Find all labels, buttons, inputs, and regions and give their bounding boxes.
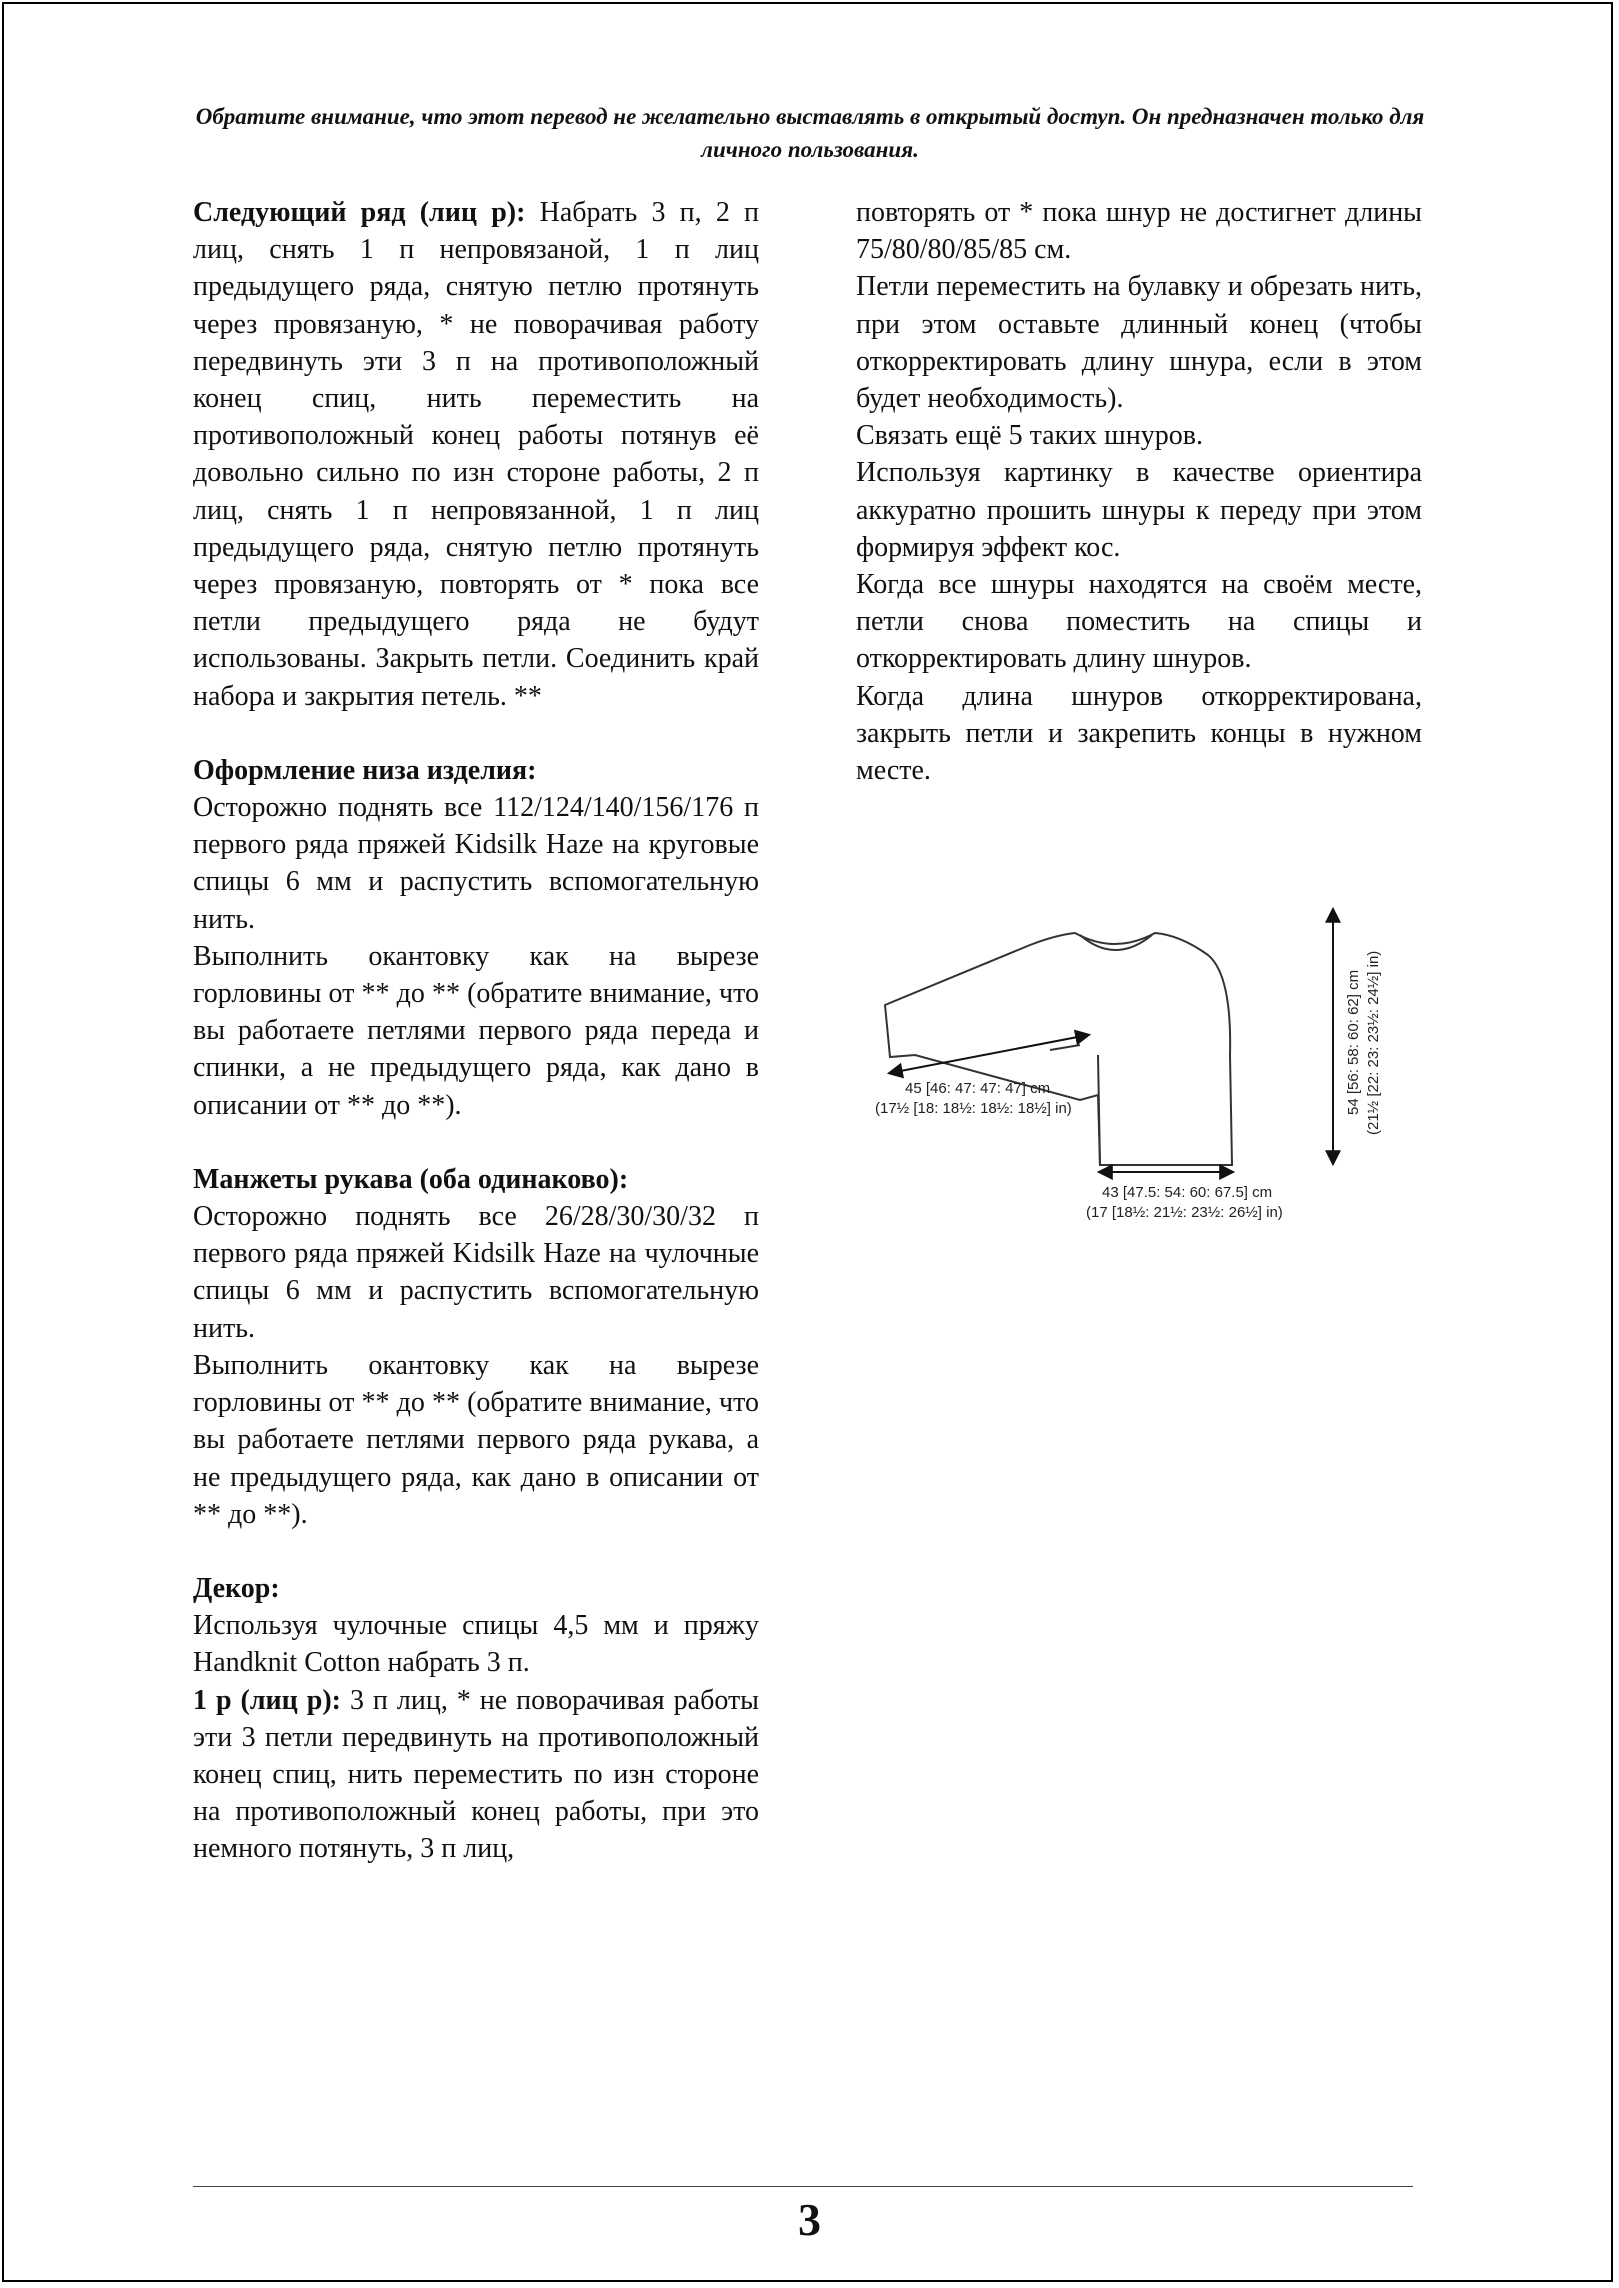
heading-sleeve-cuffs: Манжеты рукава (оба одинаково): [193, 1163, 629, 1195]
paragraph-cuff-pickup: Осторожно поднять все 26/28/30/30/32 п первого ряда пряжей Kidsilk Haze на чулочные спицы 6 мм и распустить вспомогательную нить. [193, 1201, 759, 1344]
paragraph-cord-finish: Петли переместить на булавку и обрезать нить, при этом оставьте длинный конец (чтобы откорректировать длину шнура, если в этом будет необходимость). [856, 271, 1422, 415]
length-cm-label: 54 [56: 58: 60: 62] cm [1345, 969, 1362, 1115]
length-in-label: (21½ [22: 23: 23½: 24½] in) [1365, 950, 1382, 1135]
paragraph-hem-pickup: Осторожно поднять все 112/124/140/156/176 п первого ряда пряжей Kidsilk Haze на круговые спицы 6 мм и распустить вспомогательную нить. [193, 792, 759, 935]
text-next-row: Набрать 3 п, 2 п лиц, снять 1 п непровязаной, 1 п лиц предыдущего ряда, снятую петлю протянуть через провязаную, * не поворачивая работу передвинуть эти 3 п на противоположный конец спиц, нить переместить на противоположный конец работы потянув её довольно сильно по изн стороне работы, 2 п лиц, снять 1 п непровязанной, 1 п лиц предыдущего ряда, снятую петлю протянуть через провязаную, повторять от * пока все петли предыдущего ряда не будут использованы. Закрыть петли. Соединить край набора и закрытия петель. ** [193, 197, 760, 712]
footer-rule [193, 2186, 1413, 2187]
sleeve-in-label: (17½ [18: 18½: 18½: 18½] in) [875, 1100, 1072, 1117]
paragraph-decor-cast-on: Используя чулочные спицы 4,5 мм и пряжу Handknit Cotton набрать 3 п. [193, 1610, 759, 1679]
text-row1: 3 п лиц, * не поворачивая работы эти 3 петли передвинуть на противоположный конец спиц, нить переместить по изн стороне на противоположный конец работы, при это немного потянуть, 3 п лиц, [193, 1684, 759, 1865]
distribution-notice: Обратите внимание, что этот перевод не желательно выставлять в открытый доступ. Он предназначен только для личного пользования. [195, 104, 1425, 162]
paragraph-sew-cords: Используя картинку в качестве ориентира аккуратно прошить шнуры к переду при этом формируя эффект кос. [856, 457, 1422, 563]
paragraph-next-row [193, 194, 759, 715]
sweater-schematic [870, 895, 1390, 1235]
heading-row1: 1 р (лиц р): [193, 1684, 341, 1716]
paragraph-cord-length: повторять от * пока шнур не достигнет длины 75/80/80/85/85 см. [856, 197, 1422, 266]
paragraph-more-cords: Связать ещё 5 таких шнуров. [856, 420, 1203, 452]
sleeve-arrow [890, 1035, 1088, 1073]
heading-decor: Декор: [193, 1572, 280, 1604]
paragraph-adjust-cords: Когда все шнуры находятся на своём месте, петли снова поместить на спицы и откорректировать длину шнуров. [856, 569, 1422, 675]
width-cm-label: 43 [47.5: 54: 60: 67.5] cm [1102, 1184, 1273, 1201]
heading-hem-finish: Оформление низа изделия: [193, 754, 537, 786]
width-in-label: (17 [18½: 21½: 23½: 26½] in) [1086, 1204, 1283, 1221]
paragraph-close-cords: Когда длина шнуров откорректирована, закрыть петли и закрепить концы в нужном месте. [856, 680, 1422, 787]
left-column [193, 194, 759, 1868]
heading-next-row: Следующий ряд (лиц р): [193, 197, 526, 228]
paragraph-decor-row1 [193, 1682, 759, 1868]
sleeve-cm-label: 45 [46: 47: 47: 47] cm [905, 1080, 1051, 1097]
right-column [856, 194, 1422, 789]
sweater-outline [885, 933, 1232, 1165]
paragraph-hem-edging: Выполнить окантовку как на вырезе горловины от ** до ** (обратите внимание, что вы работаете петлями первого ряда переда и спинки, а не предыдущего ряда, как дано в описании от ** до **). [193, 940, 759, 1121]
paragraph-cuff-edging: Выполнить окантовку как на вырезе горловины от ** до ** (обратите внимание, что вы работаете петлями первого ряда рукава, а не предыдущего ряда, как дано в описании от ** до **). [193, 1349, 759, 1530]
page-number: 3 [798, 2194, 821, 2245]
